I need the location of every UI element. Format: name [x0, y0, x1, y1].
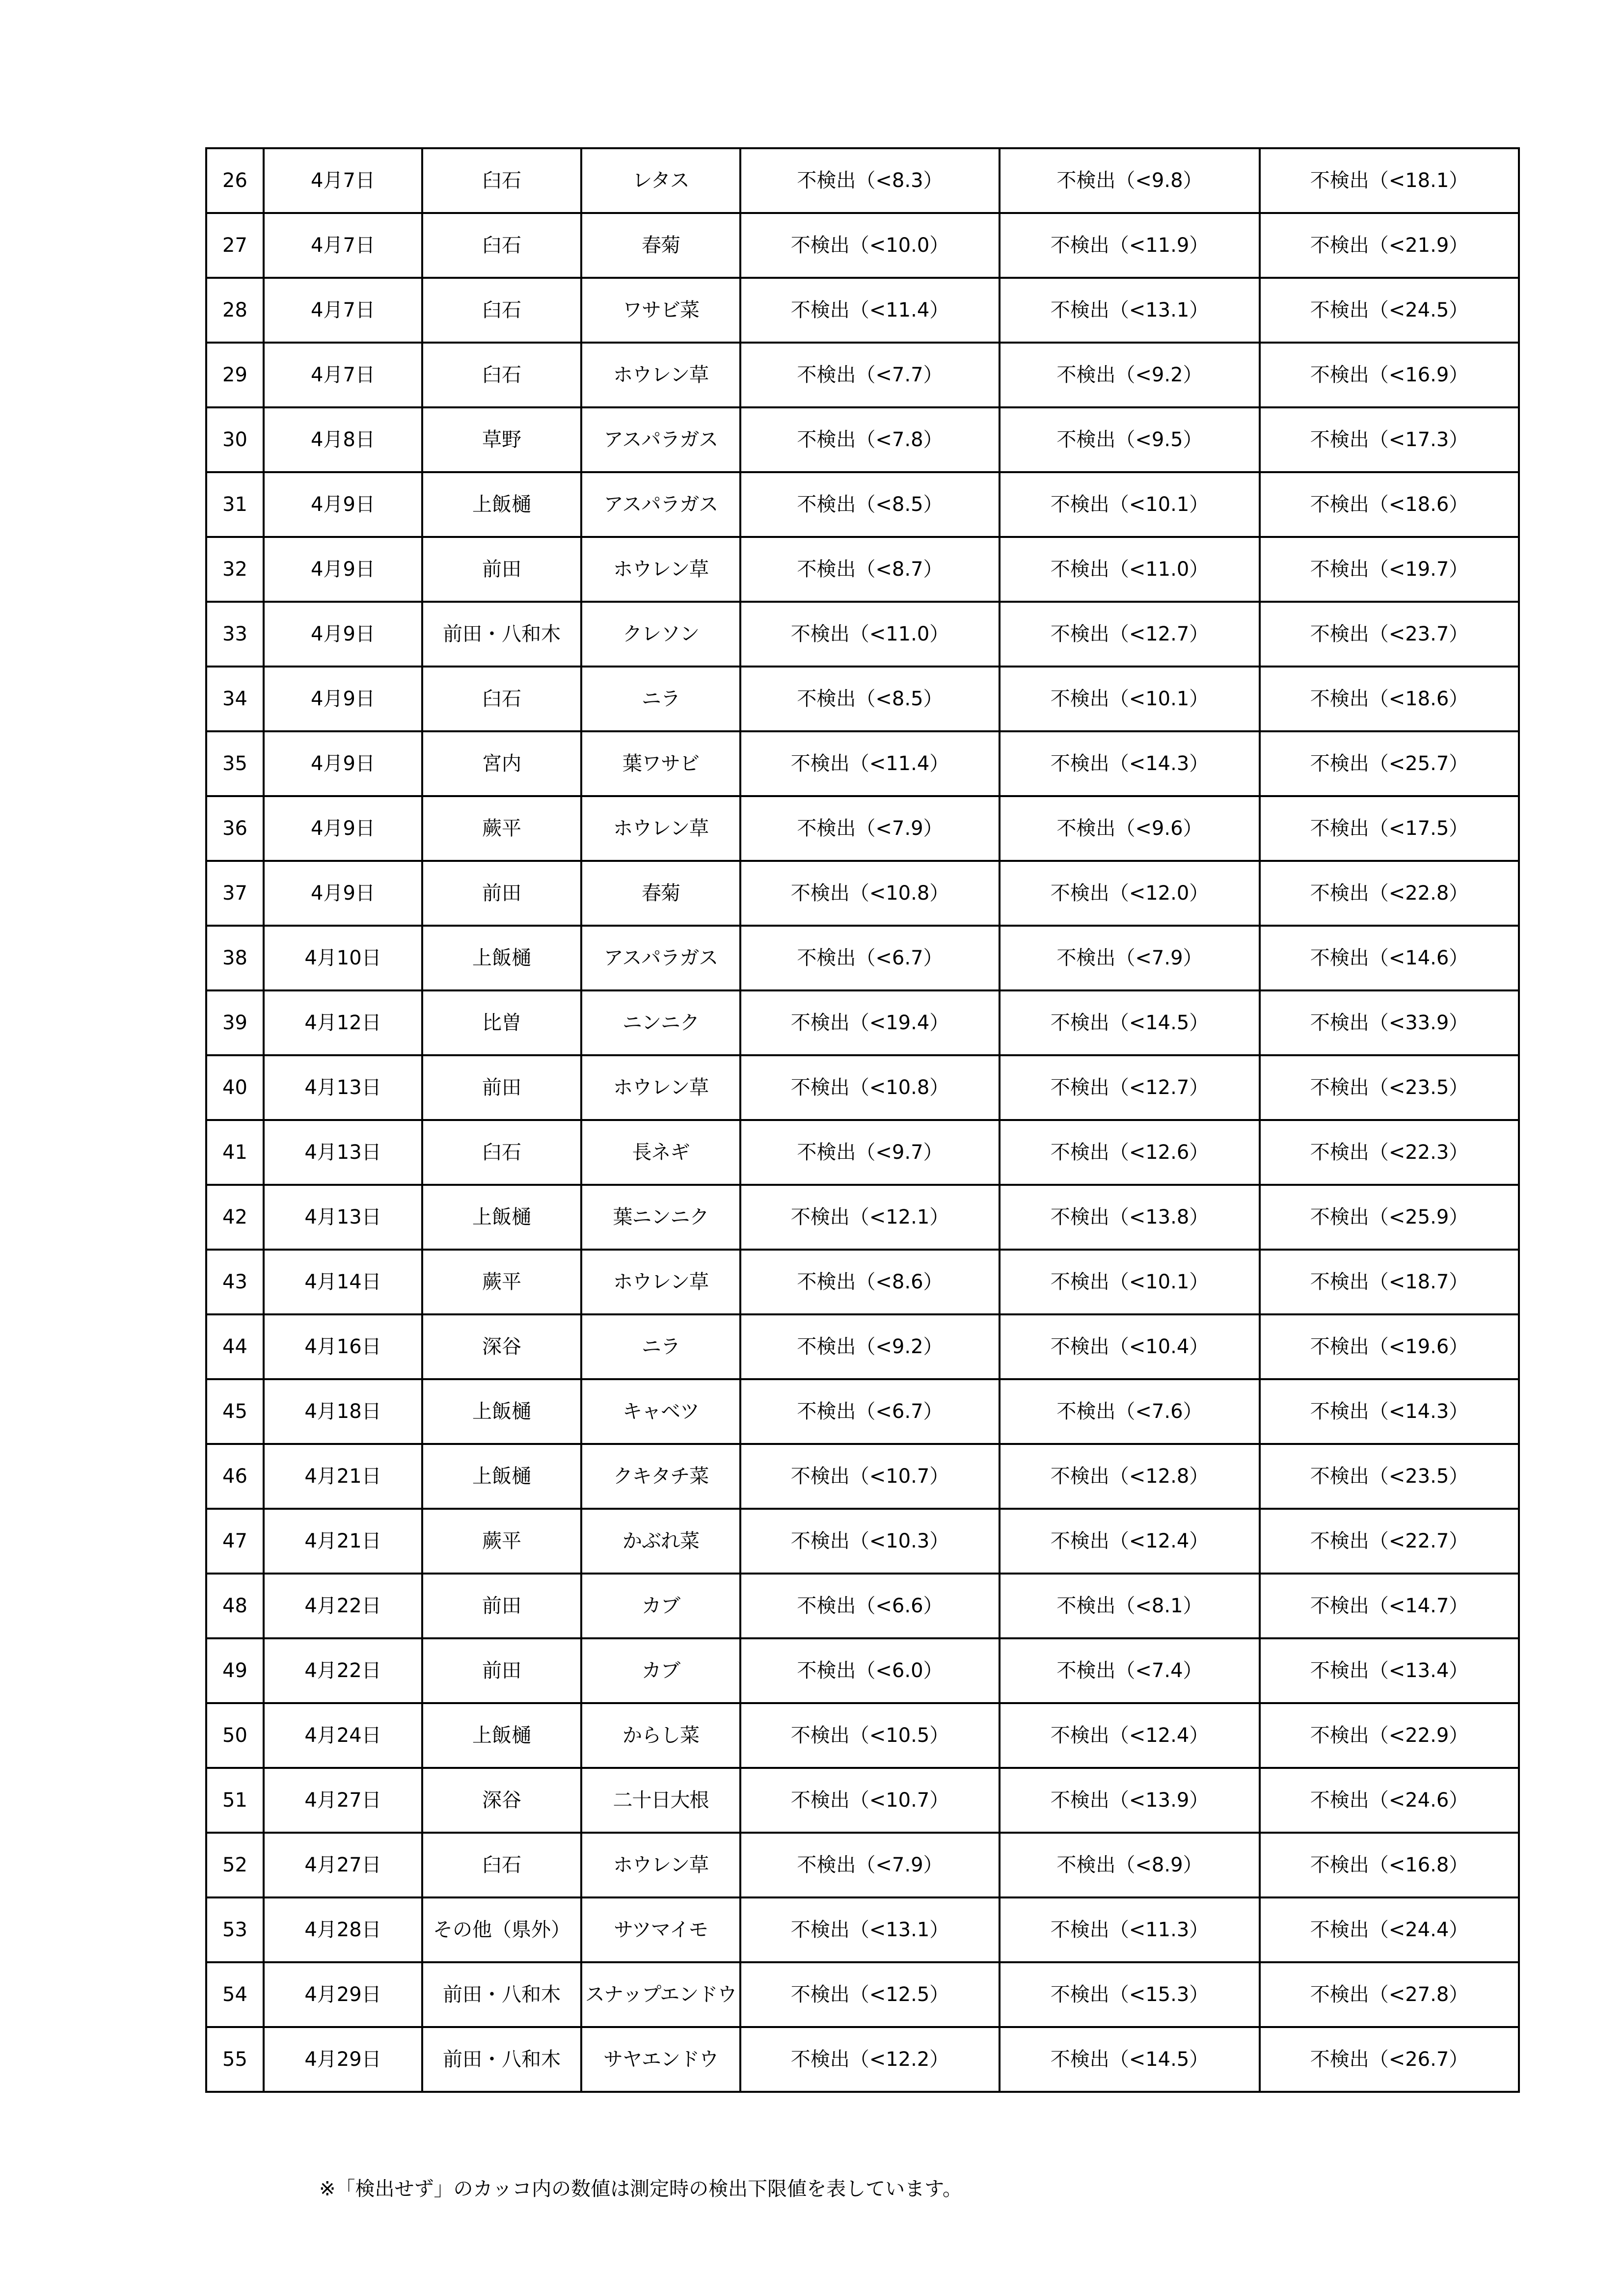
row-number-cell: 48	[206, 1574, 264, 1638]
result-1-cell: 不検出（<8.3）	[740, 148, 1000, 213]
row-number-cell: 45	[206, 1379, 264, 1444]
result-3-cell: 不検出（<23.5）	[1260, 1444, 1519, 1509]
result-1-cell: 不検出（<8.6）	[740, 1250, 1000, 1314]
area-cell: 上飯樋	[422, 1379, 581, 1444]
table-row	[206, 796, 1519, 861]
row-number-cell: 51	[206, 1768, 264, 1833]
item-cell: ホウレン草	[581, 1055, 740, 1120]
result-2-cell: 不検出（<8.1）	[1000, 1574, 1260, 1638]
row-number-cell: 33	[206, 602, 264, 667]
area-cell: 比曽	[422, 990, 581, 1055]
date-cell: 4月10日	[264, 926, 422, 990]
table-row	[206, 602, 1519, 667]
result-3-cell: 不検出（<25.9）	[1260, 1185, 1519, 1250]
result-3-cell: 不検出（<22.3）	[1260, 1120, 1519, 1185]
table-row	[206, 1897, 1519, 1962]
date-cell: 4月22日	[264, 1574, 422, 1638]
result-3-cell: 不検出（<19.6）	[1260, 1314, 1519, 1379]
result-1-cell: 不検出（<9.7）	[740, 1120, 1000, 1185]
row-number-cell: 49	[206, 1638, 264, 1703]
table-row	[206, 1833, 1519, 1897]
item-cell: カブ	[581, 1574, 740, 1638]
result-3-cell: 不検出（<18.1）	[1260, 148, 1519, 213]
date-cell: 4月9日	[264, 731, 422, 796]
area-cell: 蕨平	[422, 796, 581, 861]
table-row	[206, 1250, 1519, 1314]
table-row	[206, 1574, 1519, 1638]
result-2-cell: 不検出（<12.4）	[1000, 1509, 1260, 1574]
result-2-cell: 不検出（<9.6）	[1000, 796, 1260, 861]
result-2-cell: 不検出（<12.7）	[1000, 602, 1260, 667]
area-cell: 前田	[422, 1638, 581, 1703]
item-cell: ニンニク	[581, 990, 740, 1055]
footnote: ※「検出せず」のカッコ内の数値は測定時の検出下限値を表しています。	[319, 2178, 962, 2200]
result-3-cell: 不検出（<17.5）	[1260, 796, 1519, 861]
row-number-cell: 55	[206, 2027, 264, 2092]
result-2-cell: 不検出（<11.9）	[1000, 213, 1260, 278]
item-cell: カブ	[581, 1638, 740, 1703]
result-2-cell: 不検出（<11.3）	[1000, 1897, 1260, 1962]
item-cell: アスパラガス	[581, 472, 740, 537]
result-1-cell: 不検出（<8.7）	[740, 537, 1000, 602]
result-3-cell: 不検出（<18.6）	[1260, 667, 1519, 731]
item-cell: キャベツ	[581, 1379, 740, 1444]
date-cell: 4月27日	[264, 1833, 422, 1897]
table-row	[206, 1120, 1519, 1185]
result-1-cell: 不検出（<6.7）	[740, 1379, 1000, 1444]
result-2-cell: 不検出（<12.4）	[1000, 1703, 1260, 1768]
item-cell: クレソン	[581, 602, 740, 667]
area-cell: 前田	[422, 1574, 581, 1638]
result-3-cell: 不検出（<14.3）	[1260, 1379, 1519, 1444]
result-2-cell: 不検出（<11.0）	[1000, 537, 1260, 602]
area-cell: 前田・八和木	[422, 1962, 581, 2027]
table-row	[206, 278, 1519, 343]
item-cell: からし菜	[581, 1703, 740, 1768]
area-cell: 臼石	[422, 667, 581, 731]
result-3-cell: 不検出（<23.7）	[1260, 602, 1519, 667]
result-3-cell: 不検出（<22.8）	[1260, 861, 1519, 926]
date-cell: 4月9日	[264, 796, 422, 861]
row-number-cell: 30	[206, 407, 264, 472]
date-cell: 4月21日	[264, 1444, 422, 1509]
result-1-cell: 不検出（<12.5）	[740, 1962, 1000, 2027]
item-cell: ホウレン草	[581, 1250, 740, 1314]
row-number-cell: 39	[206, 990, 264, 1055]
item-cell: 春菊	[581, 213, 740, 278]
result-1-cell: 不検出（<10.8）	[740, 861, 1000, 926]
result-3-cell: 不検出（<18.7）	[1260, 1250, 1519, 1314]
result-2-cell: 不検出（<13.8）	[1000, 1185, 1260, 1250]
area-cell: 上飯樋	[422, 1185, 581, 1250]
table-row	[206, 343, 1519, 407]
row-number-cell: 52	[206, 1833, 264, 1897]
result-2-cell: 不検出（<12.0）	[1000, 861, 1260, 926]
result-3-cell: 不検出（<24.4）	[1260, 1897, 1519, 1962]
item-cell: 葉ワサビ	[581, 731, 740, 796]
item-cell: サヤエンドウ	[581, 2027, 740, 2092]
result-3-cell: 不検出（<24.6）	[1260, 1768, 1519, 1833]
table-row	[206, 1768, 1519, 1833]
result-1-cell: 不検出（<7.9）	[740, 1833, 1000, 1897]
item-cell: レタス	[581, 148, 740, 213]
result-1-cell: 不検出（<13.1）	[740, 1897, 1000, 1962]
result-3-cell: 不検出（<24.5）	[1260, 278, 1519, 343]
table-row	[206, 1962, 1519, 2027]
date-cell: 4月9日	[264, 667, 422, 731]
row-number-cell: 54	[206, 1962, 264, 2027]
result-3-cell: 不検出（<21.9）	[1260, 213, 1519, 278]
row-number-cell: 26	[206, 148, 264, 213]
result-2-cell: 不検出（<7.4）	[1000, 1638, 1260, 1703]
table-row	[206, 1638, 1519, 1703]
area-cell: 臼石	[422, 343, 581, 407]
result-1-cell: 不検出（<6.7）	[740, 926, 1000, 990]
item-cell: ワサビ菜	[581, 278, 740, 343]
area-cell: 宮内	[422, 731, 581, 796]
result-1-cell: 不検出（<9.2）	[740, 1314, 1000, 1379]
item-cell: アスパラガス	[581, 926, 740, 990]
area-cell: 臼石	[422, 1120, 581, 1185]
date-cell: 4月14日	[264, 1250, 422, 1314]
date-cell: 4月27日	[264, 1768, 422, 1833]
table-row	[206, 407, 1519, 472]
result-1-cell: 不検出（<12.1）	[740, 1185, 1000, 1250]
result-2-cell: 不検出（<15.3）	[1000, 1962, 1260, 2027]
result-1-cell: 不検出（<7.8）	[740, 407, 1000, 472]
result-2-cell: 不検出（<10.1）	[1000, 667, 1260, 731]
area-cell: 上飯樋	[422, 1703, 581, 1768]
area-cell: 蕨平	[422, 1250, 581, 1314]
result-1-cell: 不検出（<12.2）	[740, 2027, 1000, 2092]
result-1-cell: 不検出（<10.0）	[740, 213, 1000, 278]
result-3-cell: 不検出（<17.3）	[1260, 407, 1519, 472]
result-3-cell: 不検出（<22.7）	[1260, 1509, 1519, 1574]
result-2-cell: 不検出（<12.6）	[1000, 1120, 1260, 1185]
result-2-cell: 不検出（<7.6）	[1000, 1379, 1260, 1444]
result-2-cell: 不検出（<7.9）	[1000, 926, 1260, 990]
result-3-cell: 不検出（<18.6）	[1260, 472, 1519, 537]
row-number-cell: 32	[206, 537, 264, 602]
area-cell: 前田	[422, 861, 581, 926]
area-cell: 深谷	[422, 1314, 581, 1379]
area-cell: 臼石	[422, 213, 581, 278]
item-cell: アスパラガス	[581, 407, 740, 472]
area-cell: 前田	[422, 1055, 581, 1120]
date-cell: 4月29日	[264, 2027, 422, 2092]
result-2-cell: 不検出（<12.8）	[1000, 1444, 1260, 1509]
item-cell: 二十日大根	[581, 1768, 740, 1833]
result-3-cell: 不検出（<14.7）	[1260, 1574, 1519, 1638]
result-1-cell: 不検出（<7.7）	[740, 343, 1000, 407]
result-2-cell: 不検出（<10.1）	[1000, 1250, 1260, 1314]
area-cell: 前田	[422, 537, 581, 602]
row-number-cell: 47	[206, 1509, 264, 1574]
date-cell: 4月9日	[264, 472, 422, 537]
date-cell: 4月16日	[264, 1314, 422, 1379]
table-row	[206, 472, 1519, 537]
date-cell: 4月13日	[264, 1055, 422, 1120]
row-number-cell: 36	[206, 796, 264, 861]
result-1-cell: 不検出（<11.4）	[740, 278, 1000, 343]
result-1-cell: 不検出（<11.4）	[740, 731, 1000, 796]
item-cell: 長ネギ	[581, 1120, 740, 1185]
result-1-cell: 不検出（<10.7）	[740, 1444, 1000, 1509]
result-3-cell: 不検出（<23.5）	[1260, 1055, 1519, 1120]
row-number-cell: 35	[206, 731, 264, 796]
date-cell: 4月8日	[264, 407, 422, 472]
result-2-cell: 不検出（<14.5）	[1000, 990, 1260, 1055]
table-row	[206, 537, 1519, 602]
row-number-cell: 31	[206, 472, 264, 537]
area-cell: 臼石	[422, 148, 581, 213]
table-row	[206, 667, 1519, 731]
date-cell: 4月13日	[264, 1120, 422, 1185]
item-cell: ホウレン草	[581, 537, 740, 602]
date-cell: 4月9日	[264, 602, 422, 667]
result-1-cell: 不検出（<10.3）	[740, 1509, 1000, 1574]
table-row	[206, 1379, 1519, 1444]
result-1-cell: 不検出（<19.4）	[740, 990, 1000, 1055]
table-row	[206, 1444, 1519, 1509]
result-3-cell: 不検出（<22.9）	[1260, 1703, 1519, 1768]
area-cell: 蕨平	[422, 1509, 581, 1574]
row-number-cell: 34	[206, 667, 264, 731]
result-2-cell: 不検出（<12.7）	[1000, 1055, 1260, 1120]
date-cell: 4月7日	[264, 213, 422, 278]
row-number-cell: 27	[206, 213, 264, 278]
date-cell: 4月13日	[264, 1185, 422, 1250]
result-2-cell: 不検出（<10.1）	[1000, 472, 1260, 537]
result-3-cell: 不検出（<14.6）	[1260, 926, 1519, 990]
date-cell: 4月9日	[264, 861, 422, 926]
date-cell: 4月21日	[264, 1509, 422, 1574]
area-cell: その他（県外）	[422, 1897, 581, 1962]
result-3-cell: 不検出（<13.4）	[1260, 1638, 1519, 1703]
area-cell: 上飯樋	[422, 926, 581, 990]
result-3-cell: 不検出（<25.7）	[1260, 731, 1519, 796]
area-cell: 深谷	[422, 1768, 581, 1833]
area-cell: 前田・八和木	[422, 602, 581, 667]
row-number-cell: 41	[206, 1120, 264, 1185]
item-cell: スナップエンドウ	[581, 1962, 740, 2027]
row-number-cell: 29	[206, 343, 264, 407]
item-cell: サツマイモ	[581, 1897, 740, 1962]
result-3-cell: 不検出（<27.8）	[1260, 1962, 1519, 2027]
result-2-cell: 不検出（<9.2）	[1000, 343, 1260, 407]
area-cell: 臼石	[422, 1833, 581, 1897]
row-number-cell: 38	[206, 926, 264, 990]
result-2-cell: 不検出（<13.9）	[1000, 1768, 1260, 1833]
row-number-cell: 44	[206, 1314, 264, 1379]
date-cell: 4月7日	[264, 148, 422, 213]
result-2-cell: 不検出（<10.4）	[1000, 1314, 1260, 1379]
result-3-cell: 不検出（<19.7）	[1260, 537, 1519, 602]
results-table	[205, 147, 1520, 2093]
row-number-cell: 40	[206, 1055, 264, 1120]
date-cell: 4月24日	[264, 1703, 422, 1768]
table-row	[206, 2027, 1519, 2092]
result-1-cell: 不検出（<7.9）	[740, 796, 1000, 861]
result-2-cell: 不検出（<9.8）	[1000, 148, 1260, 213]
table-row	[206, 731, 1519, 796]
item-cell: 春菊	[581, 861, 740, 926]
table-row	[206, 1509, 1519, 1574]
item-cell: ニラ	[581, 667, 740, 731]
date-cell: 4月22日	[264, 1638, 422, 1703]
result-2-cell: 不検出（<14.5）	[1000, 2027, 1260, 2092]
item-cell: クキタチ菜	[581, 1444, 740, 1509]
row-number-cell: 28	[206, 278, 264, 343]
result-2-cell: 不検出（<13.1）	[1000, 278, 1260, 343]
area-cell: 上飯樋	[422, 1444, 581, 1509]
table-row	[206, 926, 1519, 990]
result-1-cell: 不検出（<10.5）	[740, 1703, 1000, 1768]
item-cell: かぶれ菜	[581, 1509, 740, 1574]
result-3-cell: 不検出（<26.7）	[1260, 2027, 1519, 2092]
result-1-cell: 不検出（<10.8）	[740, 1055, 1000, 1120]
result-1-cell: 不検出（<8.5）	[740, 472, 1000, 537]
result-2-cell: 不検出（<14.3）	[1000, 731, 1260, 796]
item-cell: 葉ニンニク	[581, 1185, 740, 1250]
result-1-cell: 不検出（<8.5）	[740, 667, 1000, 731]
row-number-cell: 46	[206, 1444, 264, 1509]
area-cell: 臼石	[422, 278, 581, 343]
row-number-cell: 43	[206, 1250, 264, 1314]
date-cell: 4月29日	[264, 1962, 422, 2027]
date-cell: 4月7日	[264, 343, 422, 407]
result-2-cell: 不検出（<9.5）	[1000, 407, 1260, 472]
date-cell: 4月28日	[264, 1897, 422, 1962]
result-2-cell: 不検出（<8.9）	[1000, 1833, 1260, 1897]
date-cell: 4月9日	[264, 537, 422, 602]
row-number-cell: 37	[206, 861, 264, 926]
table-row	[206, 213, 1519, 278]
table-row	[206, 1703, 1519, 1768]
area-cell: 上飯樋	[422, 472, 581, 537]
table-row	[206, 861, 1519, 926]
area-cell: 草野	[422, 407, 581, 472]
date-cell: 4月18日	[264, 1379, 422, 1444]
item-cell: ニラ	[581, 1314, 740, 1379]
table-row	[206, 1185, 1519, 1250]
result-3-cell: 不検出（<16.8）	[1260, 1833, 1519, 1897]
table-row	[206, 990, 1519, 1055]
result-3-cell: 不検出（<33.9）	[1260, 990, 1519, 1055]
result-1-cell: 不検出（<10.7）	[740, 1768, 1000, 1833]
item-cell: ホウレン草	[581, 343, 740, 407]
table-row	[206, 1314, 1519, 1379]
table-row	[206, 1055, 1519, 1120]
row-number-cell: 50	[206, 1703, 264, 1768]
result-1-cell: 不検出（<6.6）	[740, 1574, 1000, 1638]
table-body	[206, 148, 1519, 2092]
result-3-cell: 不検出（<16.9）	[1260, 343, 1519, 407]
result-1-cell: 不検出（<6.0）	[740, 1638, 1000, 1703]
row-number-cell: 42	[206, 1185, 264, 1250]
row-number-cell: 53	[206, 1897, 264, 1962]
date-cell: 4月12日	[264, 990, 422, 1055]
area-cell: 前田・八和木	[422, 2027, 581, 2092]
item-cell: ホウレン草	[581, 1833, 740, 1897]
item-cell: ホウレン草	[581, 796, 740, 861]
date-cell: 4月7日	[264, 278, 422, 343]
table-row	[206, 148, 1519, 213]
result-1-cell: 不検出（<11.0）	[740, 602, 1000, 667]
